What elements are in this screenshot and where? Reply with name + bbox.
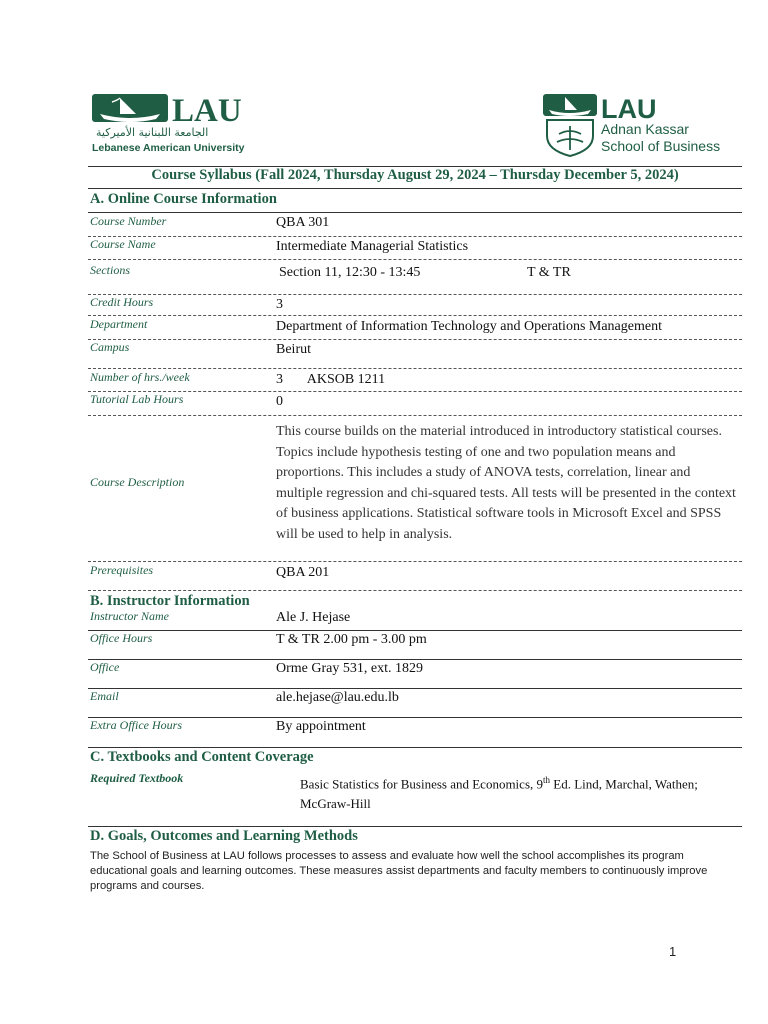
value-office: Orme Gray 531, ext. 1829 <box>276 661 423 676</box>
dashed-rule <box>88 415 742 416</box>
label-office-hours: Office Hours <box>90 631 153 645</box>
label-office: Office <box>90 660 120 674</box>
section-c-heading: C. Textbooks and Content Coverage <box>90 749 314 765</box>
dashed-rule <box>88 294 742 295</box>
rule <box>88 630 742 631</box>
svg-text:Adnan Kassar: Adnan Kassar <box>601 121 689 137</box>
dashed-rule <box>88 368 742 369</box>
label-course-description: Course Description <box>90 475 185 489</box>
label-tutorial-lab-hours: Tutorial Lab Hours <box>90 392 184 406</box>
dashed-rule <box>88 339 742 340</box>
value-instructor-name: Ale J. Hejase <box>276 610 351 625</box>
value-course-description: This course builds on the material introduced in introductory statistical courses. Topics include hypothesis testing of one and two population means and proportions. This includes a study of ANOVA tests, correlation, linear and multiple regression and chi-squared tests. All tests will be presented in the context of business applications. Statistical software tools in Microsoft Excel and SPSS will be used to help in analysis. <box>276 424 736 542</box>
svg-text:School of Business: School of Business <box>601 138 721 154</box>
value-department: Department of Information Technology and Operations Management <box>276 319 662 334</box>
value-sections-days: T & TR <box>527 265 571 280</box>
label-instructor-name: Instructor Name <box>90 609 169 623</box>
rule <box>88 212 742 213</box>
value-course-name: Intermediate Managerial Statistics <box>276 239 469 254</box>
section-b-heading: B. Instructor Information <box>90 593 250 609</box>
dashed-rule <box>88 561 742 562</box>
svg-text:Lebanese American University: Lebanese American University <box>92 142 245 154</box>
rule <box>88 188 742 189</box>
label-email: Email <box>90 689 119 703</box>
label-sections: Sections <box>90 263 130 277</box>
value-prerequisites: QBA 201 <box>276 565 330 580</box>
textbook-edition-suffix: th <box>543 775 551 785</box>
value-required-textbook <box>300 770 740 814</box>
rule <box>88 688 742 689</box>
label-course-number: Course Number <box>90 214 167 228</box>
textbook-authors: Ed. Lind, Marchal, Wathen; McGraw-Hill <box>300 776 698 812</box>
value-course-number: QBA 301 <box>276 215 330 230</box>
value-email[interactable]: ale.hejase@lau.edu.lb <box>276 690 399 705</box>
goals-paragraph: The School of Business at LAU follows processes to assess and evaluate how well the school accomplishes its program educational goals and learning outcomes. These measures assist departments and faculty members to continuously improve programs and courses. <box>90 850 708 892</box>
value-tutorial-lab-hours: 0 <box>276 394 283 409</box>
syllabus-title: Course Syllabus (Fall 2024, Thursday August 29, 2024 – Thursday December 5, 2024) <box>151 167 679 183</box>
label-campus: Campus <box>90 340 130 354</box>
dashed-rule <box>88 315 742 316</box>
rule <box>88 717 742 718</box>
dashed-rule <box>88 590 742 591</box>
rule <box>88 747 742 748</box>
value-office-hours: T & TR 2.00 pm - 3.00 pm <box>276 632 427 647</box>
svg-text:الجامعة اللبنانية الأميركية: الجامعة اللبنانية الأميركية <box>96 126 209 139</box>
page-number: 1 <box>669 944 677 959</box>
ship-emblem-icon <box>90 92 265 154</box>
value-credit-hours: 3 <box>276 297 283 312</box>
dashed-rule <box>88 391 742 392</box>
aksob-logo-right <box>541 92 741 158</box>
svg-text:LAU: LAU <box>172 93 242 129</box>
dashed-rule <box>88 236 742 237</box>
label-prerequisites: Prerequisites <box>90 563 154 577</box>
label-course-name: Course Name <box>90 237 156 251</box>
aksob-emblem-icon <box>541 92 741 158</box>
value-hours-per-week: 3 AKSOB 1211 <box>276 372 386 387</box>
value-extra-office-hours: By appointment <box>276 719 366 734</box>
value-campus: Beirut <box>276 342 311 357</box>
dashed-rule <box>88 259 742 260</box>
label-department: Department <box>90 317 148 331</box>
svg-text:LAU: LAU <box>601 94 657 124</box>
label-required-textbook: Required Textbook <box>90 771 184 785</box>
rule <box>88 826 742 827</box>
section-a-heading: A. Online Course Information <box>90 191 277 207</box>
value-sections: Section 11, 12:30 - 13:45 <box>279 265 421 280</box>
section-d-heading: D. Goals, Outcomes and Learning Methods <box>90 828 358 844</box>
label-hours-per-week: Number of hrs./week <box>90 370 190 384</box>
lau-logo-left <box>90 92 265 154</box>
label-credit-hours: Credit Hours <box>90 295 154 309</box>
label-extra-office-hours: Extra Office Hours <box>90 718 182 732</box>
rule <box>88 659 742 660</box>
textbook-title: Basic Statistics for Business and Economics, 9 <box>300 776 544 792</box>
